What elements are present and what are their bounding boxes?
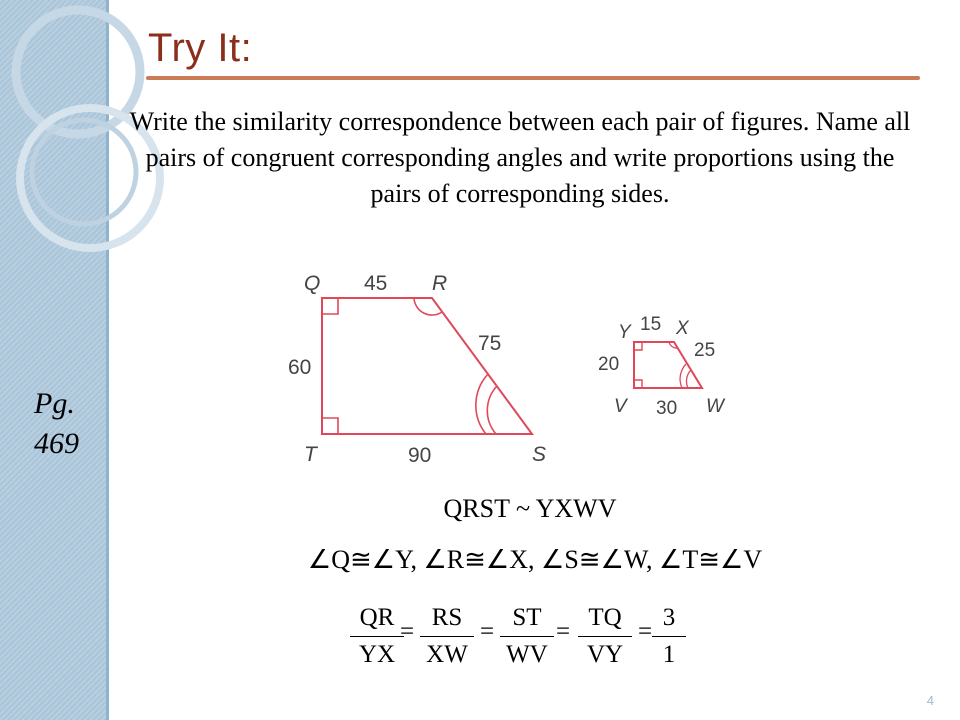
- slide-number: 4: [926, 693, 934, 708]
- side-xw-length: 25: [694, 340, 716, 361]
- slide-title: Try It:: [148, 26, 253, 70]
- vertex-t-label: T: [304, 443, 317, 466]
- side-yv-length: 20: [598, 354, 620, 375]
- angle-arc-s-outer: [476, 374, 488, 434]
- equals-sign: =: [556, 618, 571, 645]
- congruent-angles-list: ∠Q≅∠Y, ∠R≅∠X, ∠S≅∠W, ∠T≅∠V: [307, 545, 763, 574]
- fraction-qr-yx: [350, 600, 404, 673]
- fraction-numerator: RS: [420, 600, 474, 637]
- angle-arc-s-inner: [487, 386, 497, 434]
- fraction-tq-vy: [578, 600, 632, 673]
- title-underline: [146, 76, 920, 80]
- vertex-x-label: X: [676, 318, 689, 339]
- fraction-numerator: QR: [350, 600, 404, 637]
- right-angle-mark-y: [634, 342, 642, 350]
- similarity-statement: QRST ~ YXWV: [443, 494, 617, 523]
- fraction-denominator: 1: [662, 641, 676, 668]
- trapezoid-yxwv: [592, 306, 762, 426]
- vertex-q-label: Q: [304, 272, 321, 295]
- right-angle-mark-q: [322, 298, 338, 314]
- fraction-ratio: [652, 600, 686, 673]
- side-qt-length: 60: [288, 356, 312, 379]
- vertex-r-label: R: [432, 272, 448, 295]
- fraction-st-wv: [500, 600, 554, 673]
- instruction-text: Write the similarity correspondence between each pair of figures. Name all pairs of congruent corresponding angles and write proportions using the pairs of corresponding sides.: [129, 107, 911, 208]
- angle-arc-w-inner: [686, 370, 691, 388]
- page-ref-label: Pg.: [34, 387, 75, 420]
- side-yx-length: 15: [640, 314, 662, 335]
- equals-sign: =: [400, 618, 415, 645]
- trapezoid-yxwv-outline: [634, 342, 702, 388]
- fraction-denominator: VY: [586, 641, 624, 668]
- fraction-numerator: 3: [652, 600, 686, 637]
- angle-arc-w-outer: [680, 364, 686, 388]
- side-vw-length: 30: [656, 398, 678, 419]
- equals-sign: =: [480, 618, 495, 645]
- trapezoid-qrst: [286, 268, 556, 478]
- vertex-v-label: V: [614, 396, 627, 417]
- fraction-numerator: ST: [500, 600, 554, 637]
- right-angle-mark-v: [634, 380, 642, 388]
- side-qr-length: 45: [364, 272, 388, 295]
- fraction-denominator: XW: [426, 641, 468, 668]
- fraction-denominator: WV: [506, 641, 548, 668]
- fraction-numerator: TQ: [578, 600, 632, 637]
- trapezoid-qrst-outline: [322, 298, 532, 434]
- page-reference: [34, 384, 79, 464]
- vertex-w-label: W: [706, 396, 724, 417]
- side-rs-length: 75: [478, 332, 502, 355]
- vertex-s-label: S: [532, 443, 547, 466]
- right-angle-mark-t: [322, 418, 338, 434]
- side-ts-length: 90: [408, 444, 432, 467]
- equals-sign: =: [638, 618, 653, 645]
- fraction-denominator: YX: [358, 641, 396, 668]
- fraction-rs-xw: [420, 600, 474, 673]
- vertex-y-label: Y: [618, 322, 631, 343]
- page-ref-number: 469: [34, 427, 79, 460]
